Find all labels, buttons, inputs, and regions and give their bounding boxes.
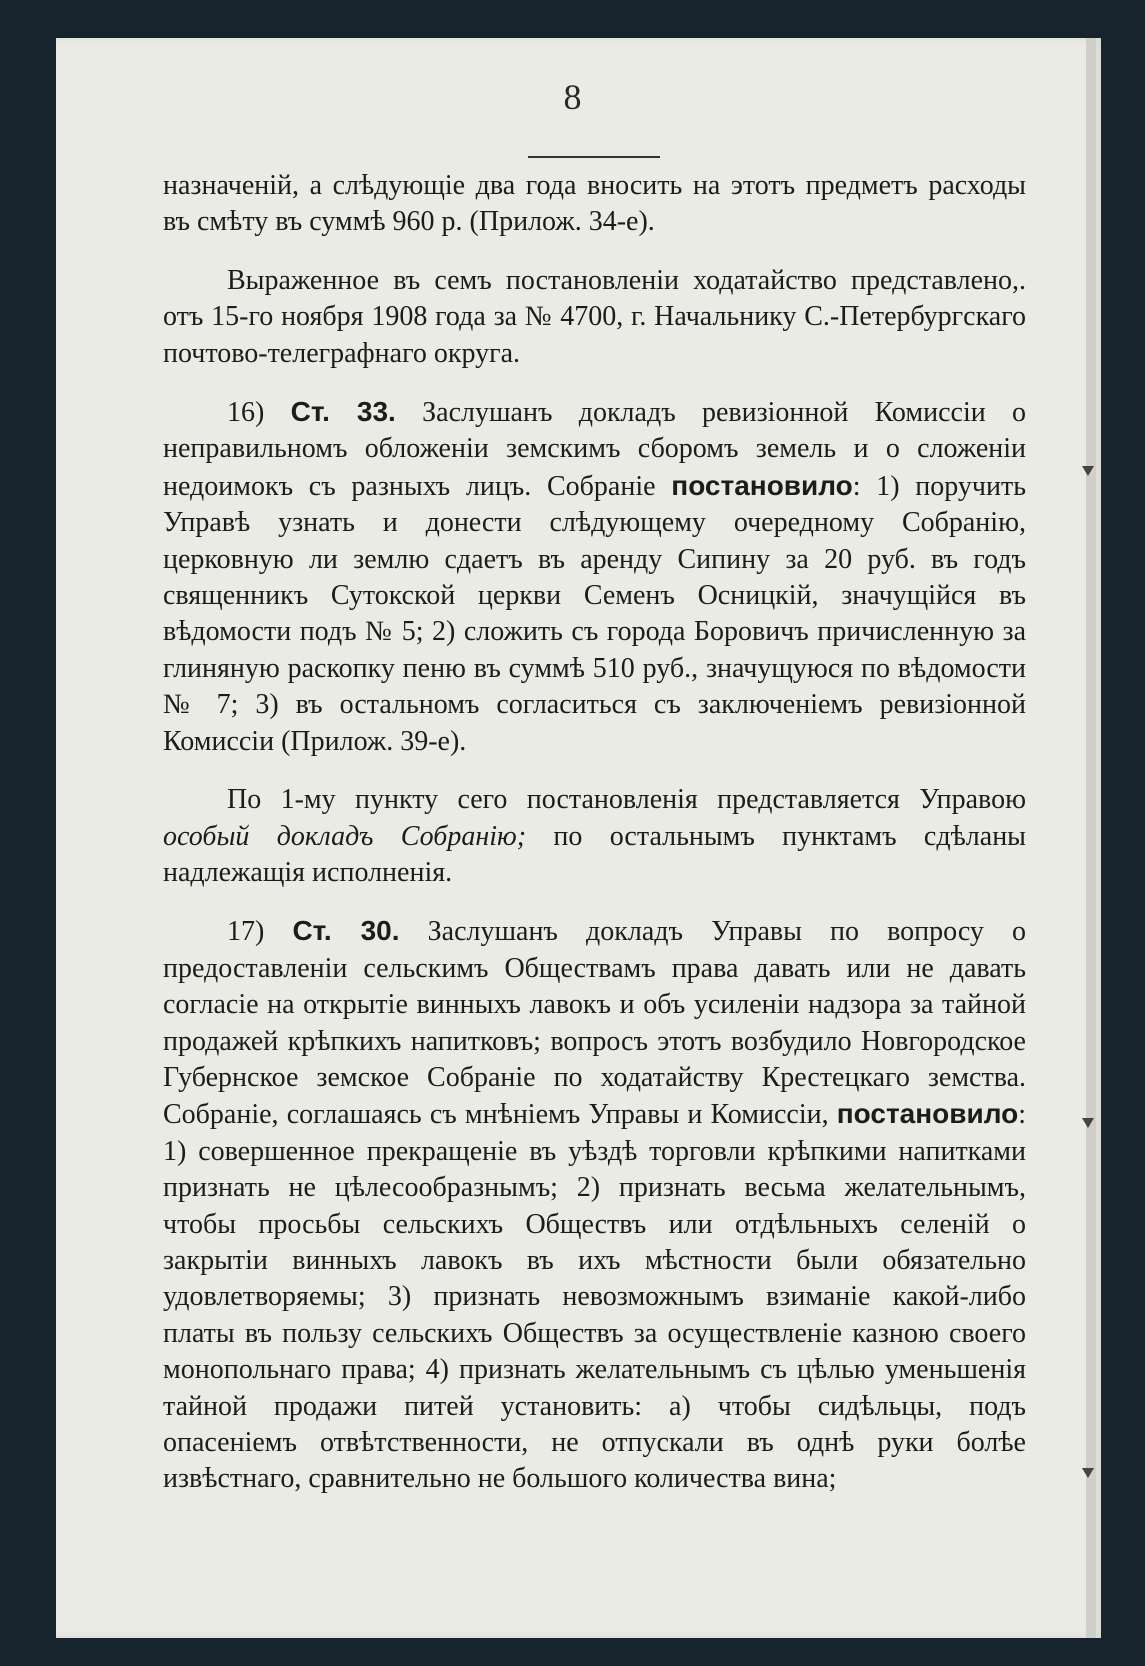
item-text: Заслушанъ докладъ Управы по вопросу о предоставленіи сельскимъ Обществамъ права давать или не давать согласіе на открытіе винныхъ лавокъ и объ усиленіи надзора за тайной продажей крѣпкихъ напитковъ; вопросъ этотъ возбудило Новгородское Губернское земское Собраніе по ходатайству Крестецкаго земства. Собраніе, соглашаясь съ мнѣніемъ Управы и Комиссіи, — [163, 916, 1026, 1131]
resolution-keyword: постановило — [836, 1098, 1019, 1130]
item-number: 16) — [227, 397, 265, 429]
note-text: По 1-му пункту сего постановленія представляется Управою — [227, 784, 1026, 816]
article-ref: Ст. 30. — [292, 915, 400, 947]
item-number: 17) — [227, 916, 265, 948]
note-text: по остальнымъ пунктамъ сдѣланы надлежащія исполненія. — [163, 820, 1026, 888]
margin-tick — [1082, 1118, 1094, 1128]
resolution-keyword: постановило — [671, 469, 853, 501]
margin-tick — [1082, 466, 1094, 476]
margin-tick — [1082, 1468, 1094, 1478]
paragraph-item-16 — [163, 394, 1026, 760]
page-number-rule — [528, 156, 660, 158]
paragraph-item-17 — [163, 913, 1026, 1498]
item-text: Заслушанъ докладъ ревизіонной Комиссіи о неправильномъ обложеніи земскимъ сборомъ земель и о сложеніи недоимокъ съ разныхъ лицъ. Собраніе — [163, 397, 1026, 502]
page-number: 8 — [563, 77, 582, 117]
document-body — [163, 168, 1026, 1498]
article-ref: Ст. 33. — [290, 396, 396, 428]
paragraph-petition-note: Выраженное въ семъ постановленіи ходатайство представлено,. отъ 15-го ноября 1908 года за № 4700, г. Начальнику С.-Петербургскаго почтово-телеграфнаго округа. — [163, 264, 1026, 369]
note-italic: особый докладъ Собранію; — [163, 820, 527, 852]
paragraph-continuation: назначеній, а слѣдующіе два года вносить на этотъ предметъ расходы въ смѣту въ суммѣ 960 р. (Прилож. 34-е). — [163, 170, 1026, 238]
item-text: : 1) совершенное прекращеніе въ уѣздѣ торговли крѣпкими напитками признать не цѣлесообразнымъ; 2) признать весьма желательнымъ, чтобы просьбы сельскихъ Обществъ или отдѣльныхъ селеній о закрытіи винныхъ лавокъ въ ихъ мѣстности были обязательно удовлетворяемы; 3) признать невозможнымъ взиманіе какой-либо платы въ пользу сельскихъ Обществъ за осуществленіе казною своего монопольнаго права; 4) признать желательнымъ съ цѣлью уменьшенія тайной продажи питей установить: а) чтобы сидѣльцы, подъ опасеніемъ отвѣтственности, не отпускали въ однѣ руки болѣе извѣстнаго, сравнительно не большого количества вина; — [163, 1099, 1026, 1495]
margin-marks — [1086, 38, 1096, 1638]
paragraph-item-16-note — [163, 782, 1026, 891]
item-text: : 1) поручить Управѣ узнать и донести слѣдующему очередному Собранію, церковную ли землю сдаетъ въ аренду Сипину за 20 руб. въ годъ священникъ Сутокской церкви Семенъ Осницкій, значущійся въ вѣдомости подъ № 5; 2) сложить съ города Боровичъ причисленную за глиняную раскопку пеню въ суммѣ 510 руб., значущуюся по вѣдомости № 7; 3) въ остальномъ согласиться съ заключеніемъ ревизіонной Комиссіи (Прилож. 39-е). — [163, 470, 1026, 757]
